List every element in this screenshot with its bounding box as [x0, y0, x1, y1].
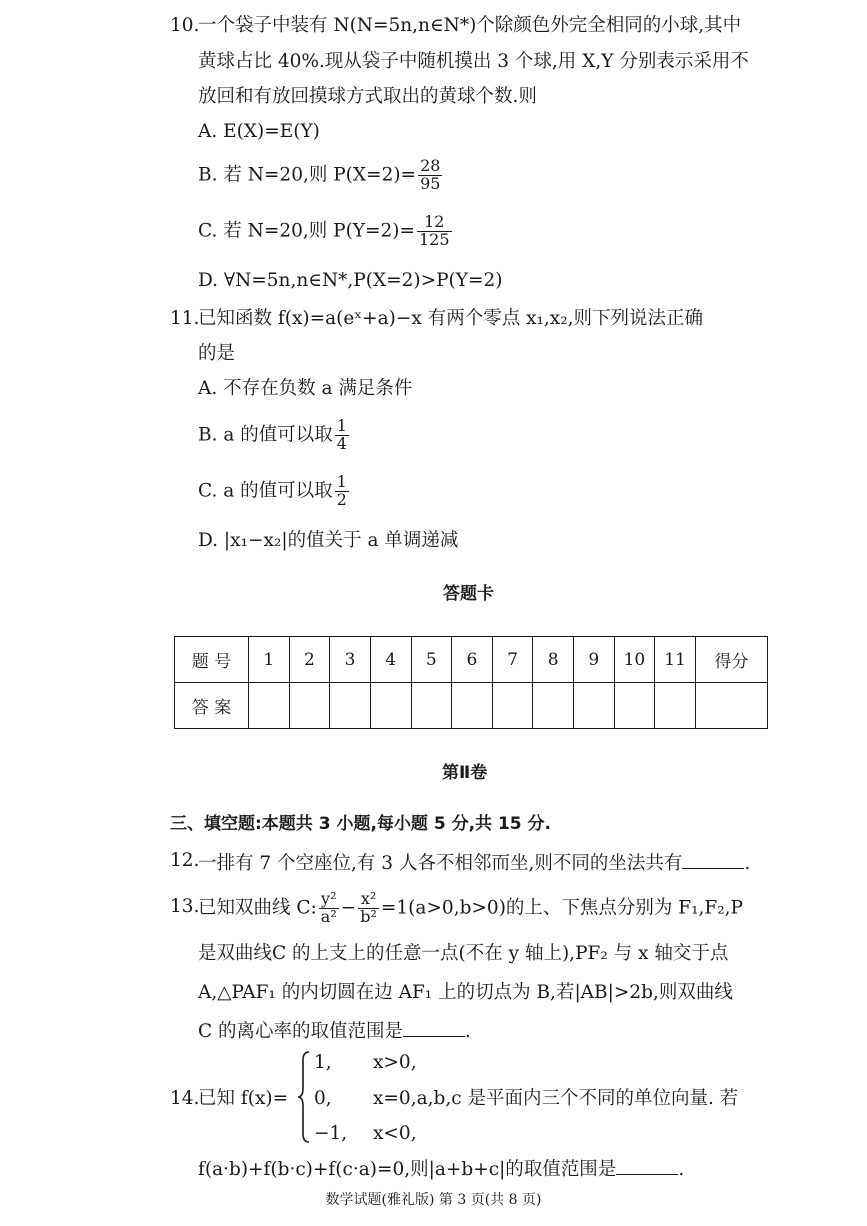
fraction-denominator: 125: [419, 229, 450, 249]
answer-cell[interactable]: [452, 683, 493, 729]
q14-case2-value: 0,: [314, 1088, 332, 1109]
fraction-numerator: 12: [417, 214, 452, 232]
q11-line1: 已知函数 f(x)=a(eˣ+a)−x 有两个零点 x₁,x₂,则下列说法正确: [198, 308, 704, 329]
q11-option-c: [198, 474, 351, 509]
fraction-denominator: 2: [336, 489, 347, 509]
q13-fraction-y: [319, 891, 339, 926]
q12-line: [198, 852, 750, 874]
q10-option-c-fraction: [417, 214, 452, 249]
answer-card-row-answers: [175, 683, 768, 729]
q10-line1: 一个袋子中装有 N(N=5n,n∈N*)个除颜色外完全相同的小球,其中: [198, 15, 742, 36]
q14-pre: 已知 f(x)=: [198, 1088, 289, 1109]
score-label-cell: 得分: [696, 637, 768, 683]
fraction-denominator: b²: [360, 906, 377, 926]
q13-number: 13.: [170, 896, 200, 917]
q10-line3: 放回和有放回摸球方式取出的黄球个数.则: [198, 86, 537, 107]
q10-option-b: [198, 158, 444, 193]
q13-end: .: [465, 1021, 471, 1042]
answer-cell[interactable]: [330, 683, 371, 729]
fraction-numerator: y²: [319, 891, 339, 909]
page-footer: 数学试题(雅礼版) 第 3 页(共 8 页): [325, 1192, 542, 1208]
q14-case3-condition: x<0,: [373, 1123, 417, 1144]
answer-cell[interactable]: [370, 683, 411, 729]
section-three-heading: 三、填空题:本题共 3 小题,每小题 5 分,共 15 分.: [170, 814, 551, 834]
fraction-numerator: 1: [336, 472, 347, 491]
q11-option-c-fraction: [335, 474, 349, 509]
row-label-question-number: 题 号: [175, 637, 249, 683]
q11-option-d: D. |x₁−x₂|的值关于 a 单调递减: [198, 530, 459, 551]
q10-option-d: D. ∀N=5n,n∈N*,P(X=2)>P(Y=2): [198, 270, 503, 291]
question-number-cell: 11: [655, 637, 696, 683]
question-number-cell: 6: [452, 637, 493, 683]
q13-fraction-x: [358, 891, 379, 926]
answer-cell[interactable]: [614, 683, 655, 729]
q13-answer-blank[interactable]: [403, 1020, 465, 1037]
q10-option-a: A. E(X)=E(Y): [198, 121, 320, 142]
q11-option-c-text: C. a 的值可以取: [198, 480, 333, 502]
fraction-numerator: 1: [336, 416, 347, 435]
question-number-cell: 8: [533, 637, 574, 683]
answer-cell[interactable]: [492, 683, 533, 729]
question-number-cell: 3: [330, 637, 371, 683]
question-number-cell: 5: [411, 637, 452, 683]
q13-line4-text: C 的离心率的取值范围是: [198, 1021, 404, 1042]
q14-case2-condition: [373, 1090, 738, 1109]
answer-cell[interactable]: [533, 683, 574, 729]
answer-cell[interactable]: [411, 683, 452, 729]
q11-number: 11.: [170, 308, 200, 329]
answer-card-row-numbers: [175, 637, 768, 683]
answer-cell[interactable]: [655, 683, 696, 729]
q14-case2-cond-text: x=0,: [373, 1088, 417, 1109]
q13-line2: 是双曲线C 的上支上的任意一点(不在 y 轴上),PF₂ 与 x 轴交于点: [198, 943, 729, 964]
answer-cell[interactable]: [249, 683, 290, 729]
fraction-denominator: 95: [420, 173, 441, 193]
q10-line2: 黄球占比 40%.现从袋子中随机摸出 3 个球,用 X,Y 分别表示采用不: [198, 51, 749, 72]
answer-card-table: [174, 636, 768, 729]
q13-minus: −: [340, 897, 357, 919]
q10-option-c-text: C. 若 N=20,则 P(Y=2)=: [198, 220, 415, 242]
q14-case1-condition: x>0,: [373, 1052, 417, 1073]
q11-option-b-text: B. a 的值可以取: [198, 424, 333, 446]
q11-option-b: [198, 418, 351, 453]
q11-option-b-fraction: [335, 418, 349, 453]
q13-line1-pre: 已知双曲线 C:: [198, 897, 317, 919]
q10-option-c: [198, 214, 454, 249]
q13-line1: [198, 891, 743, 926]
q14-end: .: [678, 1159, 685, 1180]
q14-after-text: a,b,c 是平面内三个不同的单位向量. 若: [416, 1088, 739, 1109]
fraction-numerator: x²: [358, 891, 379, 909]
fraction-numerator: 28: [420, 156, 441, 175]
q13-line1-post: =1(a>0,b>0)的上、下焦点分别为 F₁,F₂,P: [380, 897, 744, 919]
q14-line2: [198, 1158, 684, 1180]
part-two-title: 第Ⅱ卷: [442, 763, 488, 783]
question-number-cell: 4: [370, 637, 411, 683]
row-label-answer: 答 案: [175, 683, 249, 729]
q14-case1-value: 1,: [314, 1052, 332, 1073]
left-brace-icon: [297, 1050, 311, 1144]
q14-number: 14.: [170, 1088, 200, 1109]
q12-answer-blank[interactable]: [682, 852, 744, 869]
q10-option-b-text: B. 若 N=20,则 P(X=2)=: [198, 164, 417, 186]
score-cell[interactable]: [696, 683, 768, 729]
q14-answer-blank[interactable]: [616, 1158, 678, 1175]
q12-end: .: [744, 853, 751, 874]
answer-cell[interactable]: [289, 683, 330, 729]
fraction-denominator: 4: [336, 433, 347, 453]
question-number-cell: 1: [249, 637, 290, 683]
q12-text: 一排有 7 个空座位,有 3 人各不相邻而坐,则不同的坐法共有: [198, 853, 683, 874]
fraction-denominator: a²: [320, 906, 337, 926]
question-number-cell: 2: [289, 637, 330, 683]
answer-cell[interactable]: [574, 683, 615, 729]
q10-option-b-fraction: [418, 158, 442, 193]
question-number-cell: 9: [574, 637, 615, 683]
question-number-cell: 7: [492, 637, 533, 683]
question-number-cell: 10: [614, 637, 655, 683]
q13-line3: A,△PAF₁ 的内切圆在边 AF₁ 上的切点为 B,若|AB|>2b,则双曲线: [198, 982, 733, 1003]
q11-line2: 的是: [198, 343, 236, 364]
q10-number: 10.: [170, 15, 200, 36]
q13-line4: [198, 1020, 471, 1042]
q14-line2-text: f(a·b)+f(b·c)+f(c·a)=0,则|a+b+c|的取值范围是: [198, 1159, 617, 1180]
q11-option-a: A. 不存在负数 a 满足条件: [198, 378, 413, 399]
q12-number: 12.: [170, 850, 200, 871]
q14-case3-value: −1,: [314, 1123, 348, 1144]
answer-card-title: 答题卡: [443, 584, 494, 604]
